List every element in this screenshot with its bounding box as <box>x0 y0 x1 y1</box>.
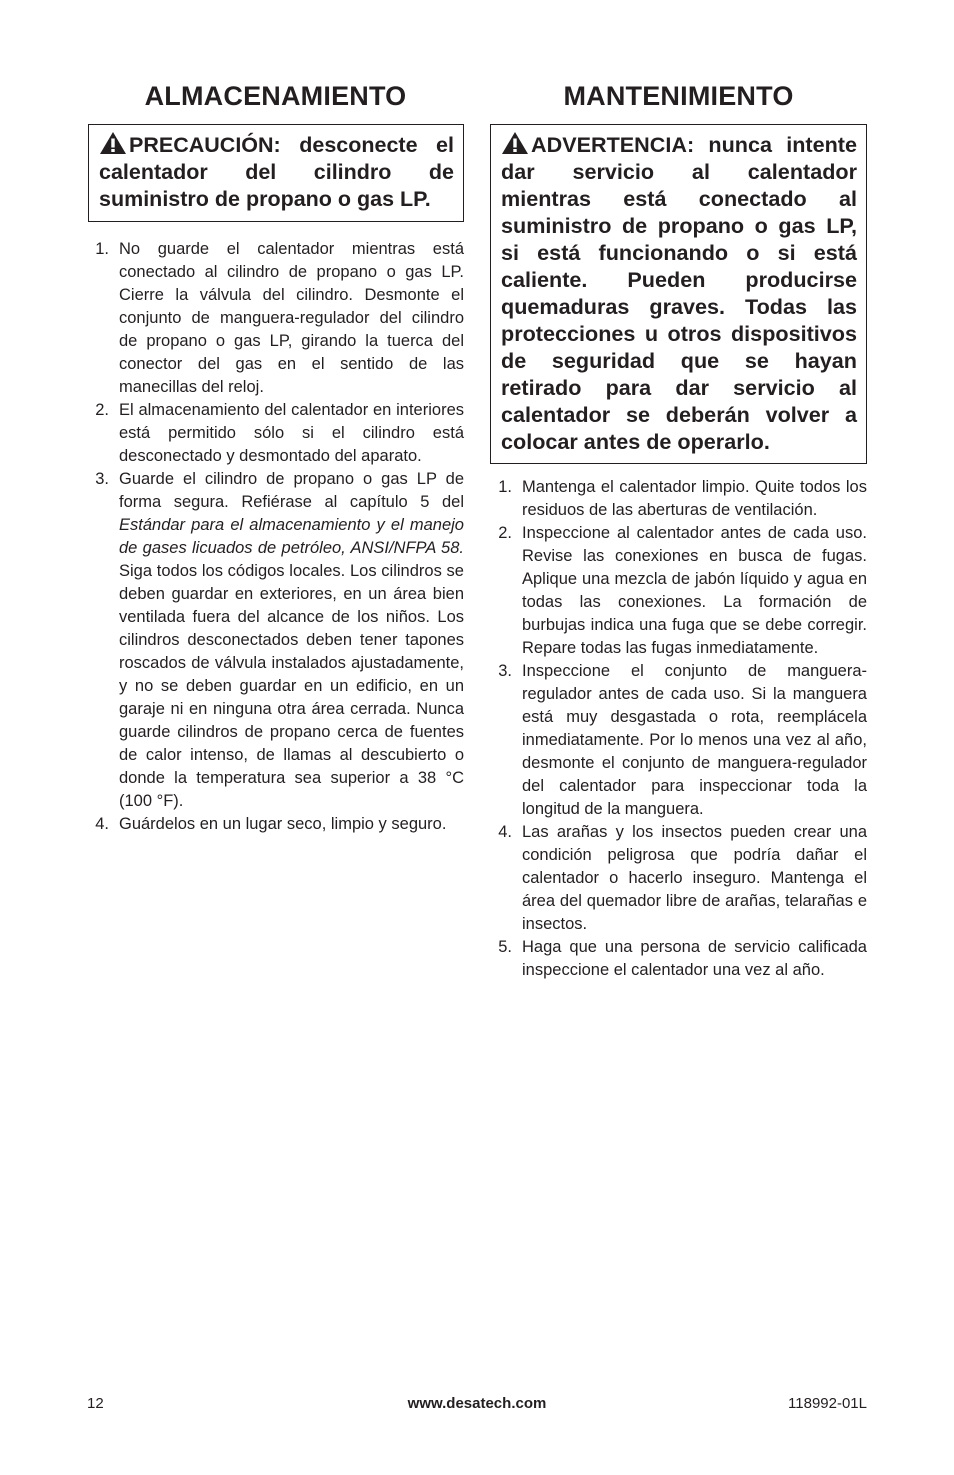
list-item <box>87 468 464 813</box>
caution-text: PRECAUCIÓN: desconecte el calentador del cilindro de suministro de propano o gas LP. <box>99 133 454 211</box>
step-number: 2. <box>498 524 512 542</box>
maintenance-section <box>490 78 867 982</box>
page-number: 12 <box>87 1395 104 1412</box>
list-item <box>490 821 867 936</box>
step-text: El almacenamiento del calentador en interiores está permitido sólo si el cilindro está desconectado y desmontado del aparato. <box>119 401 464 465</box>
step-text: Inspeccione al calentador antes de cada uso. Revise las conexiones en busca de fugas. Aplique una mezcla de jabón líquido y agua en todas las conexiones. La formación de burbujas indica una fuga que se debe corregir. Repare todas las fugas inmediatamente. <box>522 524 867 657</box>
list-item <box>490 476 867 522</box>
list-item <box>490 522 867 660</box>
step-text: Guárdelos en un lugar seco, limpio y seguro. <box>119 815 447 833</box>
storage-steps <box>87 238 464 836</box>
step-number: 3. <box>95 470 109 488</box>
step-number: 2. <box>95 401 109 419</box>
maintenance-steps <box>490 476 867 982</box>
step-text: Haga que una persona de servicio calificada inspeccione el calentador una vez al año. <box>522 938 867 979</box>
list-item <box>87 813 464 836</box>
step-standard-reference: Estándar para el almacenamiento y el manejo de gases licuados de petróleo, ANSI/NFPA 58. <box>119 516 464 557</box>
storage-heading: ALMACENAMIENTO <box>144 81 407 111</box>
step-text: Las arañas y los insectos pueden crear una condición peligrosa que podría dañar el calentador o hacerlo inseguro. Mantenga el área del quemador libre de arañas, telarañas e insectos. <box>522 823 867 933</box>
step-number: 3. <box>498 662 512 680</box>
step-text: No guarde el calentador mientras está conectado al cilindro de propano o gas LP. Cierre la válvula del cilindro. Desmonte el conjunto de manguera-regulador del cilindro de propano o gas LP, girando la tuerca del conector del gas en el sentido de las manecillas del reloj. <box>119 240 464 396</box>
step-number: 1. <box>95 240 109 258</box>
warning-text: ADVERTENCIA: nunca intente dar servicio al calentador mientras está conectado al suministro de propano o gas LP, si está funcionando o si está caliente. Pueden producirse quemaduras graves. Todas las protecciones u otros dispositivos de seguridad que se hayan retirado para dar servicio al calentador se deberán volver a colocar antes de operarlo. <box>501 132 857 454</box>
warning-triangle-icon <box>99 131 127 155</box>
step-number: 5. <box>498 938 512 956</box>
list-item <box>490 660 867 821</box>
list-item <box>490 936 867 982</box>
step-text: Siga todos los códigos locales. Los cilindros se deben guardar en exteriores, en un área bien ventilada fuera del alcance de los niños. Los cilindros desconectados deben tener tapones roscados de válvula instalados ajustadamente, y no se deben guardar en un edificio, en un garaje ni en ninguna otra área cerrada. Nunca guarde cilindros de propano cerca de fuentes de calor intenso, de llamas al descubierto o donde la temperatura sea superior a 38 °C (100 °F). <box>119 562 464 810</box>
document-code: 118992-01L <box>788 1395 867 1412</box>
step-text: Guarde el cilindro de propano o gas LP de forma segura. Refiérase al capítulo 5 del <box>119 470 464 511</box>
caution-box <box>88 124 464 222</box>
step-text: Inspeccione el conjunto de manguera-regulador antes de cada uso. Si la manguera está muy desgastada o rota, reemplácela inmediatamente. Por lo menos una vez al año, desmonte el conjunto de manguera-regulador del calentador para inspeccionar toda la longitud de la manguera. <box>522 662 867 818</box>
maintenance-heading: MANTENIMIENTO <box>563 81 794 111</box>
storage-section <box>87 78 464 836</box>
step-number: 4. <box>498 823 512 841</box>
step-number: 1. <box>498 478 512 496</box>
warning-box <box>490 124 867 464</box>
list-item <box>87 399 464 468</box>
list-item <box>87 238 464 399</box>
warning-triangle-icon <box>501 131 529 155</box>
step-number: 4. <box>95 815 109 833</box>
step-text: Mantenga el calentador limpio. Quite todos los residuos de las aberturas de ventilación. <box>522 478 867 519</box>
website-link[interactable]: www.desatech.com <box>407 1395 547 1412</box>
